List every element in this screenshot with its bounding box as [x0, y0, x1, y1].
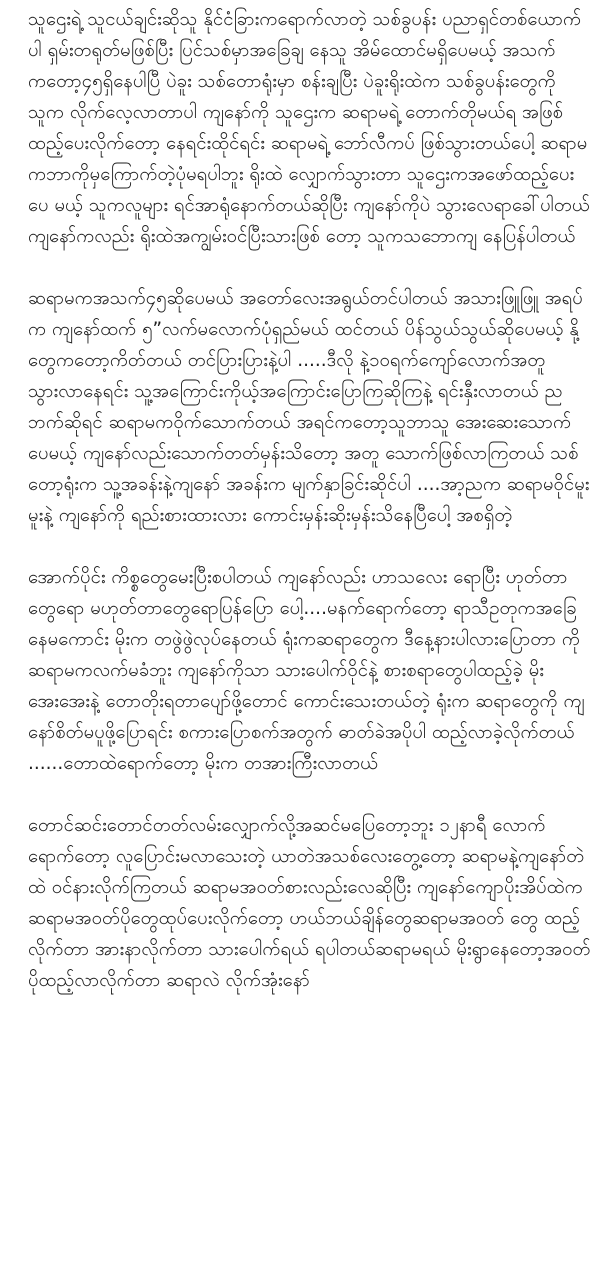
article-paragraph-1: သူဌေးရဲ့ သူငယ်ချင်းဆိုသူ နိုင်ငံခြားကရောက်လာတဲ့ သစ်ခွပန်း ပညာရှင်တစ်ယောက်ပါ ရှမ်းတရုတ်မဖြစ်ပြီး ပြင်သစ်မှာအခြေချ နေသူ အိမ်ထောင်မရှိပေမယ့် အသက်ကတော့၄၅ရှိနေပါပြီ ပဲခူး သစ်တောရုံးမှာ စန်းချပြီး ပဲခူးရိုးထဲက သစ်ခွပန်းတွေကို သူက လိုက်လေ့လာတာပါ ကျနော်ကို သူဌေးက ဆရာမရဲ့ တောက်တိုမယ်ရ အဖြစ်ထည့်ပေးလိုက်တော့ နေရင်းထိုင်ရင်း ဆရာမရဲ့ ဘော်လီကပ် ဖြစ်သွားတယ်ပေါ့ ဆရာမကဘာကိုမှကြောက်တဲ့ပုံမရပါဘူး ရိုးထဲ လျှောက်သွားတာ သူဌေးကအဖော်ထည့်ပေးပေ မယ့် သူကလူများ ရင်အာရုံနောက်တယ်ဆိုပြီး ကျနော်ကိုပဲ သွားလေရာခေါ်ပါတယ် ကျနော်ကလည်း ရိုးထဲအကျွမ်းဝင်ပြီးသားဖြစ် တော့ သူကသဘောကျ နေပြန်ပါတယ်: [28, 9, 590, 247]
article-paragraph-3: အောက်ပိုင်း ကိစ္စတွေမေးပြီးစပါတယ် ကျနော်လည်း ဟာသလေး ရောပြီး ဟုတ်တာတွေရော မဟုတ်တာတွေရောပြန်ပြော ပေါ့....မနက်ရောက်တော့ ရာသီဥတုကအခြေနေမကောင်း မိုးက တဖွဲဖွဲလုပ်နေတယ် ရုံးကဆရာတွေက ဒီနေ့နားပါလားပြောတာ ကို ဆရာမကလက်မခံဘူး ကျနော်ကိုသာ သားပေါက်ဝိုင်နဲ့ စားစရာတွေပါထည့်ခဲ့ မိုးအေးအေးနဲ့ တောတိုးရတာပျော်ဖို့တောင် ကောင်းသေးတယ်တဲ့ ရုံးက ဆရာတွေကို ကျနော်စိတ်မပူဖို့ပြောရင်း စကားပြောစက်အတွက် ဓာတ်ခဲအပိုပါ ထည့်လာခဲ့လိုက်တယ် ......တောထဲရောက်တော့ မိုးက တအားကြီးလာတယ်: [28, 567, 585, 774]
article-paragraph-2: ဆရာမကအသက်၄၅ဆိုပေမယ် အတော်လေးအရွယ်တင်ပါတယ် အသားဖြူဖြူ အရပ်က ကျနော်ထက် ၅”လက်မလောက်ပုံရှည်မယ် ထင်တယ် ပိန်သွယ်သွယ်ဆိုပေမယ့် နို့တွေကတော့ကိတ်တယ် တင်ပြားပြားနဲ့ပါ .....ဒီလို နဲ့၁၀ရက်ကျော်လောက်အတူသွားလာနေရင်း သူ့အကြောင်းကိုယ့်အကြောင်းပြောကြဆိုကြနဲ့ ရင်းနှီးလာတယ် ညဘက်ဆိုရင် ဆရာမကဝိုက်သောက်တယ် အရင်ကတော့သူဘာသူ အေးဆေးသောက်ပေမယ့် ကျနော်လည်းသောက်တတ်မှန်းသိတော့ အတူ သောက်ဖြစ်လာကြတယ် သစ်တော့ရုံးက သူ့အခန်းနဲ့ကျနော် အခန်းက မျက်နှာခြင်းဆိုင်ပါ ....အာ့ညက ဆရာမဝိုင်မူးမူးနဲ့ ကျနော်ကို ရည်းစားထားလား ကောင်းမှန်းဆိုးမှန်းသိနေပြီပေါ့ အစရှိတဲ့: [28, 288, 590, 526]
article-paragraph-4: တောင်ဆင်းတောင်တတ်လမ်းလျှောက်လို့အဆင်မပြေတော့ဘူး ၁၂နာရီ လောက်ရောက်တော့ လူပြောင်းမလာသေးတဲ့ ယာတဲအသစ်လေးတွေ့တော့ ဆရာမနဲ့ကျနော်တဲထဲ ဝင်နားလိုက်ကြတယ် ဆရာမအဝတ်စားလည်းလေဆိုပြီး ကျနော်ကျောပိုးအိပ်ထဲက ဆရာမအဝတ်ပိုတွေထုပ်ပေးလိုက်တော့ ဟယ်ဘယ်ချိန်တွေဆရာမအဝတ် တွေ ထည့်လိုက်တာ အားနာလိုက်တာ သားပေါက်ရယ် ရပါတယ်ဆရာမရယ် မိုးရွာနေတော့အဝတ်ပိုထည့်လာလိုက်တာ ဆရာလဲ လိုက်အုံးနော်: [28, 815, 591, 991]
